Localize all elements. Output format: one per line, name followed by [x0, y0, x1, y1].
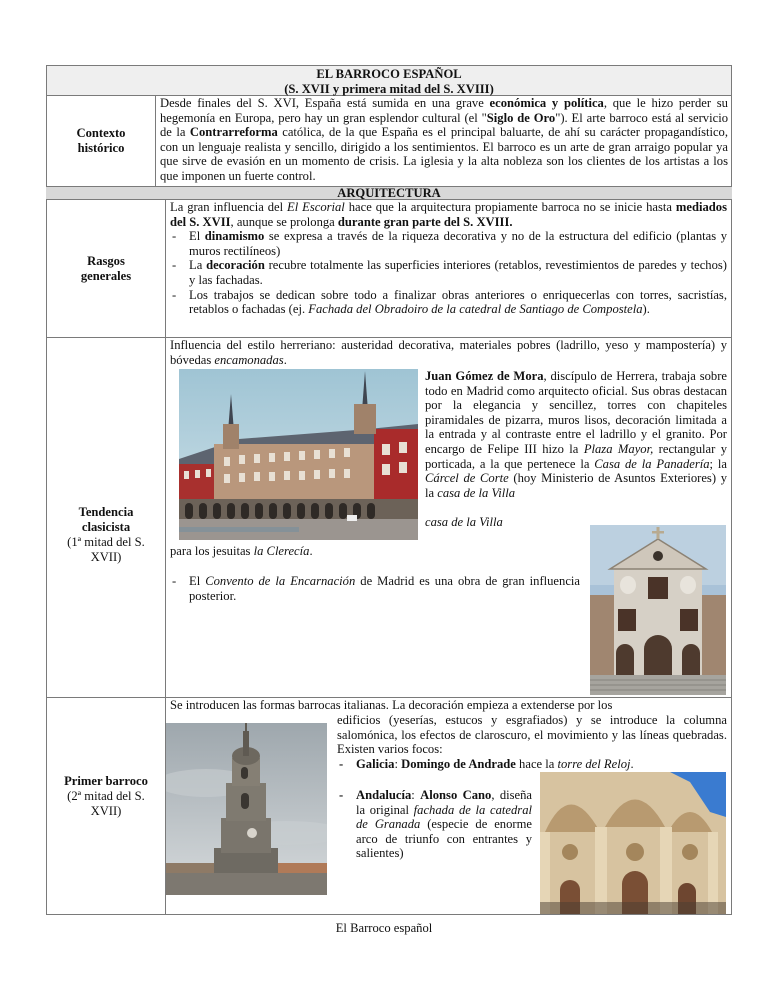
list-item: - El dinamismo se expresa a través de la riqueza decorativa y no de la estructura del edificio (plantas y muros rectilíneos)	[172, 229, 727, 258]
plaza-mayor-photo	[179, 369, 418, 540]
table-bottom-border	[46, 914, 732, 915]
context-text: Desde finales del S. XVI, España está sumida en una grave económica y política, que le hizo perder su hegemonía en Europa, pero hay un gran esplendor cultural (el "Siglo de Oro"). El arte barroco está al servicio de la Contrarreforma católica, de la que España es el principal baluarte, de ahí su carácter propagandístico, con un lenguaje realista y sencillo, dirigido a los sentimientos. El barroco es un arte de gran arraigo popular ya que sirve de evasión en un momento de crisis. La iglesia y la alta nobleza son los clientes de los artistas a los que imponen un fuerte control.	[160, 96, 728, 183]
rasgos-label: Rasgos generales	[80, 254, 132, 283]
column-divider	[155, 96, 156, 186]
convento-encarnacion-photo	[590, 525, 726, 695]
convento-text	[170, 574, 580, 603]
list-item: - La decoración recubre totalmente las superficies interiores (retablos, revestimientos de paredes y techos) y las fachadas.	[172, 258, 727, 287]
document-title	[46, 65, 732, 96]
gomez-de-mora-text-cont: casa de la Villa	[425, 515, 503, 529]
catedral-granada-photo	[540, 772, 726, 914]
title-line-1: EL BARROCO ESPAÑOL	[316, 67, 462, 81]
section-header-arquitectura: ARQUITECTURA	[46, 186, 732, 200]
list-item-galicia: - Galicia: Domingo de Andrade hace la torre del Reloj.	[339, 756, 634, 771]
page-footer: El Barroco español	[335, 921, 433, 935]
list-item-andalucia: - Andalucía: Alonso Cano, diseña la original fachada de la catedral de Granada (especie de enorme arco de triunfo con entrantes y salientes)	[339, 788, 533, 861]
gomez-de-mora-text-cont2: para los jesuitas la Clerecía.	[170, 544, 313, 558]
context-label: Contexto histórico	[76, 126, 126, 155]
title-line-2: (S. XVII y primera mitad del S. XVIII)	[284, 81, 494, 96]
primer-barroco-intro: Se introducen las formas barrocas italianas. La decoración empieza a extenderse por los	[170, 698, 613, 712]
torre-del-reloj-photo	[166, 723, 327, 895]
rasgos-text: La gran influencia del El Escorial hace que la arquitectura propiamente barroca no se inicie hasta mediados del S. XVII, aunque se prolonga durante gran parte del S. XVIII. - El dinamismo se expresa a través de la riqueza decorativa y no de la estructura del edificio (plantas y muros rectilíneos) - La decoración recubre totalmente las superficies interiores (retablos, revestimientos de paredes y techos) y las fachadas. - Los trabajos se dedican sobre todo a finalizar obras anteriores o enriquecerlas con torres, sacristías, retablos o fachadas (ej. Fachada del Obradoiro de la catedral de Santiago de Compostela).	[170, 200, 727, 317]
gomez-de-mora-text: Juan Gómez de Mora, discípulo de Herrera, trabaja sobre todo en Madrid como arquitecto oficial. Sus obras destacan por la elegancia y sencillez, torres con chapiteles piramidales de pizarra, muros lisos, decoración limitada a la entrada y al contraste entre el ladrillo y el granito. Por encargo de Felipe III hizo la Plaza Mayor, rectangular y porticada, a la que pertenece la Casa de la Panadería; la Cárcel de Corte (hoy Ministerio de Asuntos Exteriores) y la casa de la Villa	[425, 369, 728, 500]
primer-barroco-label: Primer barroco (2ª mitad del S. XVII)	[64, 774, 148, 818]
clasicista-intro: Influencia del estilo herreriano: austeridad decorativa, materiales pobres (ladrillo, yeso y mampostería) y bóvedas encamonadas.	[170, 338, 727, 367]
list-item: - Los trabajos se dedican sobre todo a finalizar obras anteriores o enriquecerlas con torres, sacristías, retablos o fachadas (ej. Fachada del Obradoiro de la catedral de Santiago de Compostela).	[172, 287, 727, 317]
andalucia-text	[337, 788, 532, 861]
clasicista-label: Tendencia clasicista (1ª mitad del S. XVII)	[67, 505, 145, 564]
list-item: - El Convento de la Encarnación de Madrid es una obra de gran influencia posterior.	[172, 574, 580, 603]
primer-barroco-text: edificios (yeserías, estucos y esgrafiados) y se introduce la columna salomónica, los efectos de claroscuro, el movimiento y las líneas quebradas. Existen varios focos: - Galicia: Domingo de Andrade hace la torre del Reloj.	[337, 713, 727, 771]
